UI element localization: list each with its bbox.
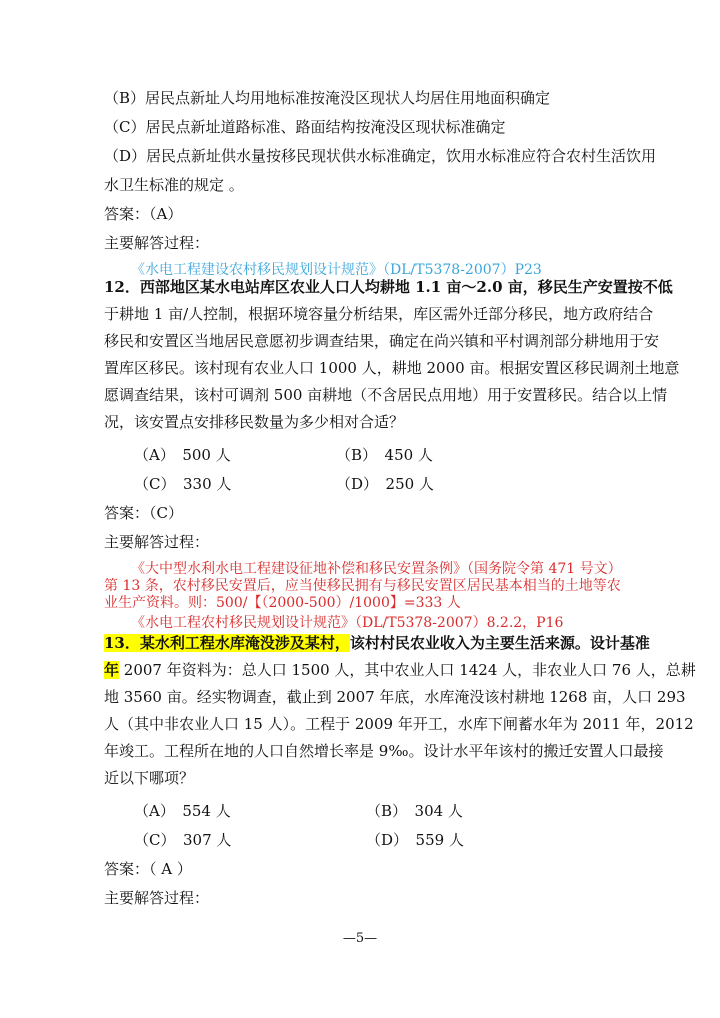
q13-option-b: （B） 304 人 [366,802,463,820]
q12-option-c: （C） 330 人 [134,475,232,493]
q13-heading-highlight: 13．某水利工程水库淹没涉及某村， [104,634,350,652]
q12-line: 于耕地 1 亩/人控制，根据环境容量分析结果，库区需外迁部分移民，地方政府结合 [104,305,654,323]
q12-explanation-line: 《大中型水利水电工程建设征地补偿和移民安置条例》（国务院令第 471 号文） [131,561,622,577]
q13-answer: 答案：（ A ） [104,860,192,878]
q13-line: 近以下哪项？ [104,769,195,787]
q12-line: 置库区移民。该村现有农业人口 1000 人，耕地 2000 亩。根据安置区移民调剂土地意 [104,359,680,377]
answer: 答案：（A） [104,205,183,223]
process-label: 主要解答过程： [104,234,210,252]
option-d-line2: 水卫生标准的规定 。 [104,176,244,194]
q12-explanation-line: 业生产资料。则：500/【（2000-500）/1000】=333 人 [104,595,461,611]
q13-heading-rest: 该村村民农业收入为主要生活来源。设计基准 [349,634,650,652]
q13-line [104,660,696,680]
option-b: （B）居民点新址人均用地标准按淹没区现状人均居住用地面积确定 [104,89,551,107]
q12-line: 愿调查结果，该村可调剂 500 亩耕地（不含居民点用地）用于安置移民。结合以上情 [104,386,668,404]
option-c: （C）居民点新址道路标准、路面结构按淹没区现状标准确定 [104,118,506,136]
q13-process-label: 主要解答过程： [104,889,210,907]
q12-process-label: 主要解答过程： [104,533,210,551]
q13-line1-rest: 2007 年资料为：总人口 1500 人，其中农业人口 1424 人，非农业人口 76 人，总耕 [119,661,696,679]
q13-line: 地 3560 亩。经实物调查，截止到 2007 年底，水库淹没该村耕地 1268 亩，人口 293 [104,688,686,706]
q12-explanation-line: 《水电工程农村移民规划设计规范》（DL/T5378-2007）8.2.2，P16 [131,615,564,631]
q12-explanation-line: 第 13 条，农村移民安置后，应当使移民拥有与移民安置区居民基本相当的土地等农 [104,578,621,594]
q12-option-b: （B） 450 人 [336,446,433,464]
q13-line: 年竣工。工程所在地的人口自然增长率是 9‰。设计水平年该村的搬迁安置人口最接 [104,742,664,760]
q12-answer: 答案：（C） [104,504,183,522]
option-d-line1: （D）居民点新址供水量按移民现状供水标准确定，饮用水标准应符合农村生活饮用 [104,147,657,165]
q12-line: 况，该安置点安排移民数量为多少相对合适？ [104,413,405,431]
q12-option-a: （A） 500 人 [134,446,231,464]
q12-line: 移民和安置区当地居民意愿初步调查结果，确定在尚兴镇和平村调剂部分耕地用于安 [104,332,660,350]
q12-option-d: （D） 250 人 [336,475,434,493]
q13-line: 人（其中非农业人口 15 人）。工程于 2009 年开工，水库下闸蓄水年为 2011 年，2012 [104,715,694,733]
page-number: —5— [342,931,378,946]
q13-heading [104,633,650,653]
q12-heading: 12．西部地区某水电站库区农业人口人均耕地 1.1 亩～2.0 亩，移民生产安置按不低 [104,278,673,296]
reference-citation: 《水电工程建设农村移民规划设计规范》（DL/T5378-2007）P23 [131,262,542,278]
q13-option-a: （A） 554 人 [134,802,231,820]
q13-option-d: （D） 559 人 [366,831,464,849]
q13-option-c: （C） 307 人 [134,831,232,849]
q13-line1-highlight: 年 [104,661,120,679]
